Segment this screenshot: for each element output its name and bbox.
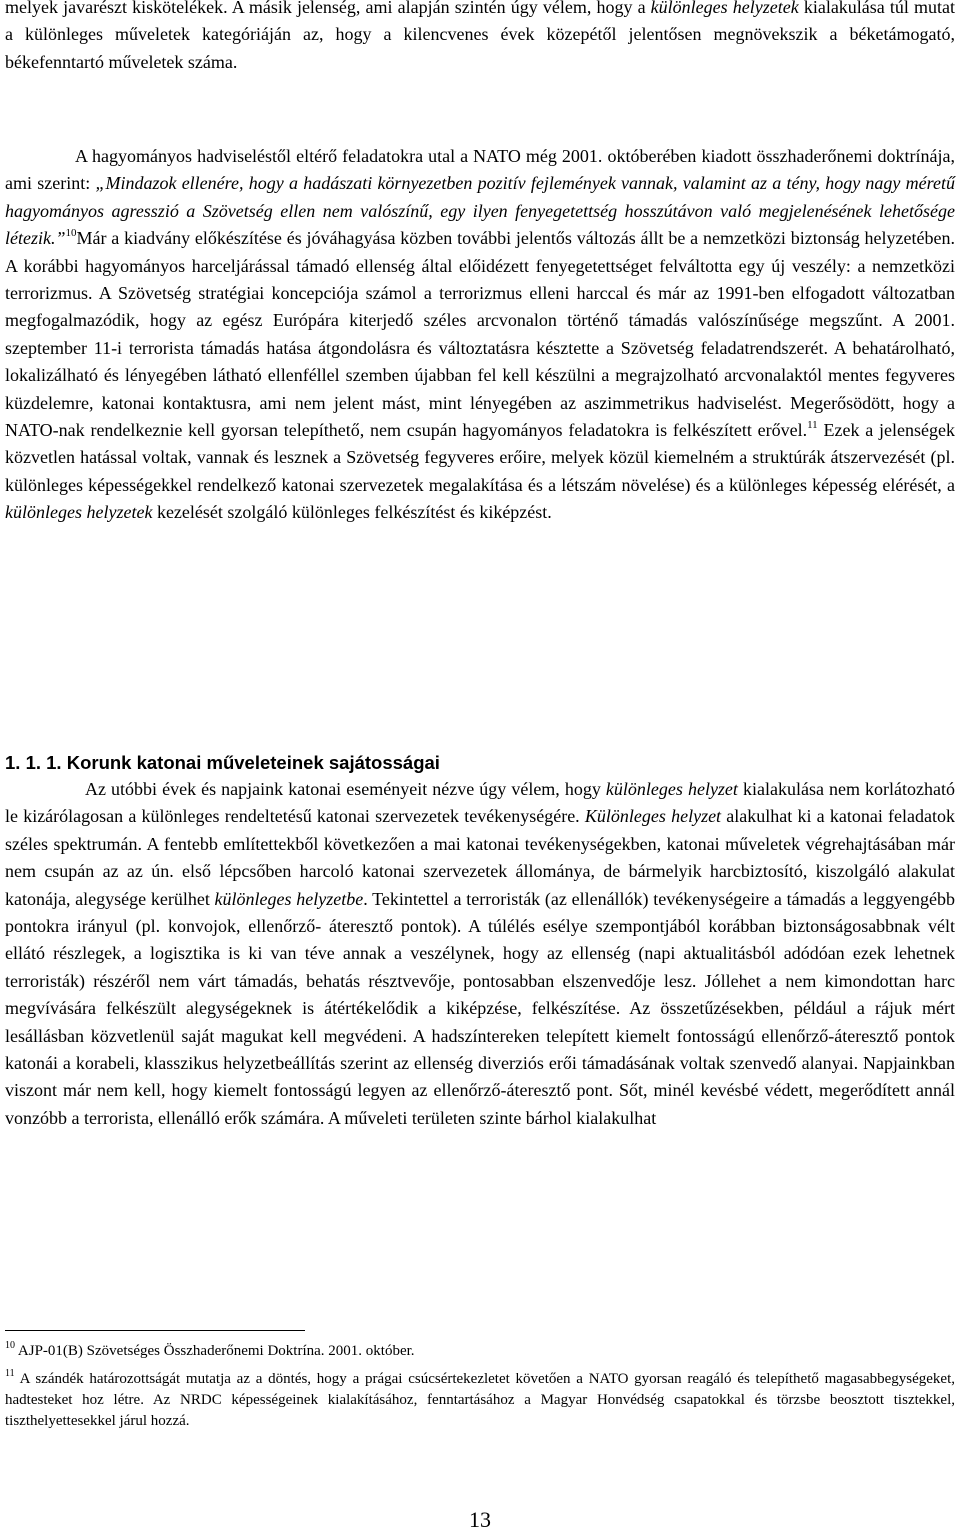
- text-run: . Tekintettel a terroristák (az ellenállók) tevékenységeire a támadás a leggyengébb pontokra irányul (pl. konvojok, ellenőrző- áteresztő pontok). A túlélés esélye szempontjából korábban biztonságosabbnak vélt ellátó részlegek, a logisztika is ki van téve annak a veszélynek, hogy az ellenség (napi aktualitásból adódóan ezek lehetnek terroristák) részéről nem várt támadás, behatás résztvevője, pontosabban elszenvedője lesz. Jóllehet a nem kimondottan harc megvívására felkészült alegységeknek is átértékelődik a kiképzése, felkészítése. Az összetűzésekben, például a rájuk mért lesállásban közvetlenül saját magukat kell megvédeni. A hadszíntereken telepített kiemelt fontosságú ellenőrző-áteresztő pontok katonái a korabeli, klasszikus helyzetbeállítás szerint az ellenség diverziós erői támadásának voltak szenvedő alanyai. Napjainkban viszont már nem kell, hogy kiemelt fontosságú legyen az ellenőrző-áteresztő pont. Sőt, minél kevésbé védett, megerődített annál vonzóbb a terrorista, ellenálló erők számára. A műveleti területen szinte bárhol kialakulhat: [5, 888, 955, 1128]
- text-run: A hagyományos hadviseléstől eltérő feladatokra utal a NATO még 2001. októberében kiadott összhaderőnemi doktrínája, ami szerint:: [5, 146, 955, 194]
- footnote-text: AJP-01(B) Szövetséges Összhaderőnemi Doktrína. 2001. október.: [15, 1343, 415, 1359]
- text-run: kezelését szolgáló különleges felkészítést és kiképzést.: [152, 502, 552, 523]
- text-run: kialakulása túl mutat a különleges műveletek kategóriáján az, hogy a kilencvenes évek közepétől jelentősen megnövekszik a béketámogató, békefenntartó műveletek száma.: [5, 0, 955, 72]
- page-number: 13: [469, 1507, 491, 1532]
- doctrine-quote: „Mindazok ellenére, hogy a hadászati környezetben pozitív fejlemények vannak, valamint az a tény, hogy nagy méretű hagyományos agresszió a Szövetség ellen nem valószínű, egy ilyen fenyegetettség hosszútávon való megjelenésének lehetősége létezik.”: [5, 173, 955, 249]
- footnote-ref-10: 10: [65, 227, 77, 240]
- italic-term: különleges helyzetbe: [214, 888, 364, 909]
- footnote-separator: [5, 1330, 305, 1331]
- footnote-ref-11: 11: [807, 419, 818, 432]
- footnote-mark: 11: [5, 1368, 15, 1379]
- italic-term: különleges helyzetek: [650, 0, 799, 17]
- text-run: alakulhat ki a katonai feladatok széles spektrumán. A fentebb említettekből következően a mai katonai tevékenységekben, katonai műveletek végrehajtásában már nem csupán az az ún. első lépcsőben harcoló katonai szervezetek állománya, de bármelyik harcbiztosító, kiszolgáló alakulat katonája, alegysége kerülhet: [5, 806, 956, 909]
- text-run: Ezek a jelenségek közvetlen hatással voltak, vannak és lesznek a Szövetség fegyveres erőire, melyek közül kiemelném a struktúrák átszervezését (pl. különleges képességekkel rendelkező katonai szervezetek megalakítása és a létszám növelése) és a különleges képesség elérését, a: [5, 420, 955, 495]
- italic-term: különleges helyzetek: [5, 502, 153, 523]
- footnote-10: [5, 1341, 955, 1362]
- text-run: Már a kiadvány előkészítése és jóváhagyása közben további jelentős változás állt be a nemzetközi biztonság helyzetében. A korábbi hagyományos harceljárással támadó ellenség által előidézett fenyegetettséget felváltotta egy új veszély: a nemzetközi terrorizmus. A Szövetség stratégiai koncepciója számol a terrorizmus elleni harccal és már az 1991-ben elfogadott változatban megfogalmazódik, hogy az egész Európára kiterjedő széles arcvonalon történő támadás valószínűsége megszűnt. A 2001. szeptember 11-i terrorista támadás hatása átgondolásra és változtatásra késztette a Szövetség feladatrendszerét. A behatárolható, lokalizálható és lényegében látható ellenféllel szemben újabban fel kell készülni a megrajzolható arcvonalaktól mentes fegyveres küzdelemre, katonai kontaktusra, ami nem jelent mást, mint lényegében az aszimmetrikus hadviselést. Megerősödött, hogy a NATO-nak rendelkeznie kell gyorsan telepíthető, nem csupán hagyományos feladatokra is felkészített erővel.: [5, 228, 955, 441]
- paragraph-military-operations: [5, 776, 955, 1132]
- footnote-text: A szándék határozottságát mutatja az a döntés, hogy a prágai csúcsértekezletet követően a NATO gyorsan reagáló és telepíthető magasabbegységeket, hadtesteket hoz létre. Az NRDC képességeinek kialakításához, fenntartásához a Magyar Honvédség csapatokkal és törzsbe beosztott tisztekkel, tiszthelyettesekkel járul hozzá.: [5, 1371, 955, 1429]
- text-run: Az utóbbi évek és napjaink katonai eseményeit nézve úgy vélem, hogy: [85, 779, 606, 799]
- section-heading: 1. 1. 1. Korunk katonai műveleteinek sajátosságai: [5, 752, 440, 773]
- paragraph-continuation: [5, 0, 955, 76]
- italic-term: különleges helyzet: [605, 779, 738, 799]
- footnote-mark: 10: [5, 1340, 15, 1351]
- text-run: melyek javarészt kiskötelékek. A másik jelenség, ami alapján szintén úgy vélem, hogy a: [5, 0, 651, 17]
- footnote-11: [5, 1369, 955, 1432]
- paragraph-nato-doctrine: [5, 143, 955, 527]
- text-run: kialakulása nem korlátozható le kizárólagosan a különleges rendeltetésű katonai szervezetek tevékenységére.: [5, 779, 956, 827]
- italic-term: Különleges helyzet: [584, 806, 722, 827]
